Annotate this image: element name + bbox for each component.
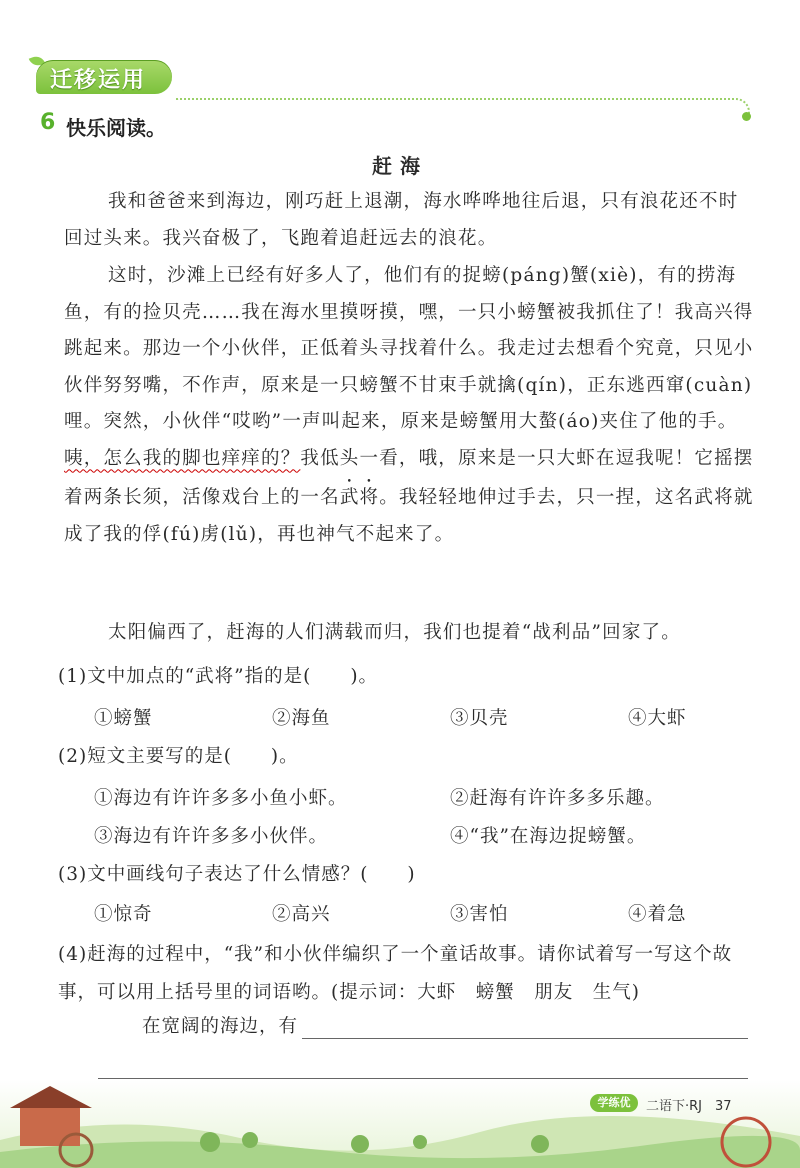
underlined-sentence: 咦，怎么我的脚也痒痒的？ xyxy=(64,447,301,469)
exercise-title: 快乐阅读。 xyxy=(66,116,166,140)
article-paragraph-3: 太阳偏西了，赶海的人们满载而归，我们也提着“战利品”回家了。 xyxy=(108,622,681,643)
article-title: 赶海 xyxy=(372,154,428,178)
divider-dot-icon xyxy=(742,112,751,121)
page-info: 二语下·RJ 37 xyxy=(646,1099,732,1114)
q1-option-4: ④大虾 xyxy=(628,708,687,729)
q2-option-4: ④“我”在海边捉螃蟹。 xyxy=(450,826,647,847)
section-badge xyxy=(36,60,172,94)
landscape-illustration xyxy=(0,1080,800,1168)
brand-badge: 学练优 xyxy=(590,1094,638,1112)
dotted-word: 武将 xyxy=(339,487,380,508)
q2-option-3: ③海边有许许多多小伙伴。 xyxy=(94,826,329,847)
article-paragraph-2 xyxy=(64,258,756,553)
question-3: (3)文中画线句子表达了什么情感？( ) xyxy=(58,864,416,885)
q3-option-2: ②高兴 xyxy=(272,904,331,925)
section-badge-label: 迁移运用 xyxy=(50,68,147,93)
q1-option-1: ①螃蟹 xyxy=(94,708,153,729)
q1-option-2: ②海鱼 xyxy=(272,708,331,729)
question-1: (1)文中加点的“武将”指的是( )。 xyxy=(58,666,379,687)
question-4: (4)赶海的过程中，“我”和小伙伴编织了一个童话故事。请你试着写一写这个故事，可以用上括号里的词语哟。(提示词：大虾 螃蟹 朋友 生气) xyxy=(58,944,733,1003)
q3-option-4: ④着急 xyxy=(628,904,687,925)
question-2: (2)短文主要写的是( )。 xyxy=(58,746,299,767)
paragraph-2-text-a: 这时，沙滩上已经有好多人了，他们有的捉螃(páng)蟹(xiè)，有的捞海鱼，有的捡贝壳……我在海水里摸呀摸，嘿，一只小螃蟹被我抓住了！我高兴得跳起来。那边一个小伙伴，正低着头寻找着什么。我走过去想看个究竟，只见小伙伴努努嘴，不作声，原来是一只螃蟹不甘束手就擒(qín)，正东逃西窜(cuàn)哩。突然，小伙伴“哎哟”一声叫起来，原来是螃蟹用大螯(áo)夹住了他的手。 xyxy=(64,265,754,432)
q1-option-3: ③贝壳 xyxy=(450,708,509,729)
exercise-number: 6 xyxy=(40,110,56,135)
q3-option-1: ①惊奇 xyxy=(94,904,153,925)
q2-option-2: ②赶海有许许多多乐趣。 xyxy=(450,788,665,809)
q2-option-1: ①海边有许许多多小鱼小虾。 xyxy=(94,788,348,809)
answer-prefix: 在宽阔的海边，有 xyxy=(142,1016,299,1037)
answer-line-1[interactable] xyxy=(302,1038,748,1039)
q3-option-3: ③害怕 xyxy=(450,904,509,925)
article-paragraph-1: 我和爸爸来到海边，刚巧赶上退潮，海水哗哗地往后退，只有浪花还不时回过头来。我兴奋极了，飞跑着追赶远去的浪花。 xyxy=(64,191,739,249)
paragraph-2-text-b: 我低头一看，哦，原来是一只大虾在逗我呢！它摇摆着两条长须，活像戏台上的一名 xyxy=(64,447,754,508)
answer-line-2[interactable] xyxy=(98,1078,748,1079)
dotted-divider xyxy=(176,98,750,116)
paragraph-2-text-c: 。我轻轻地伸过手去，只一捏，这名武将就成了我的俘(fú)虏(lǔ)，再也神气不起来了。 xyxy=(64,487,754,545)
